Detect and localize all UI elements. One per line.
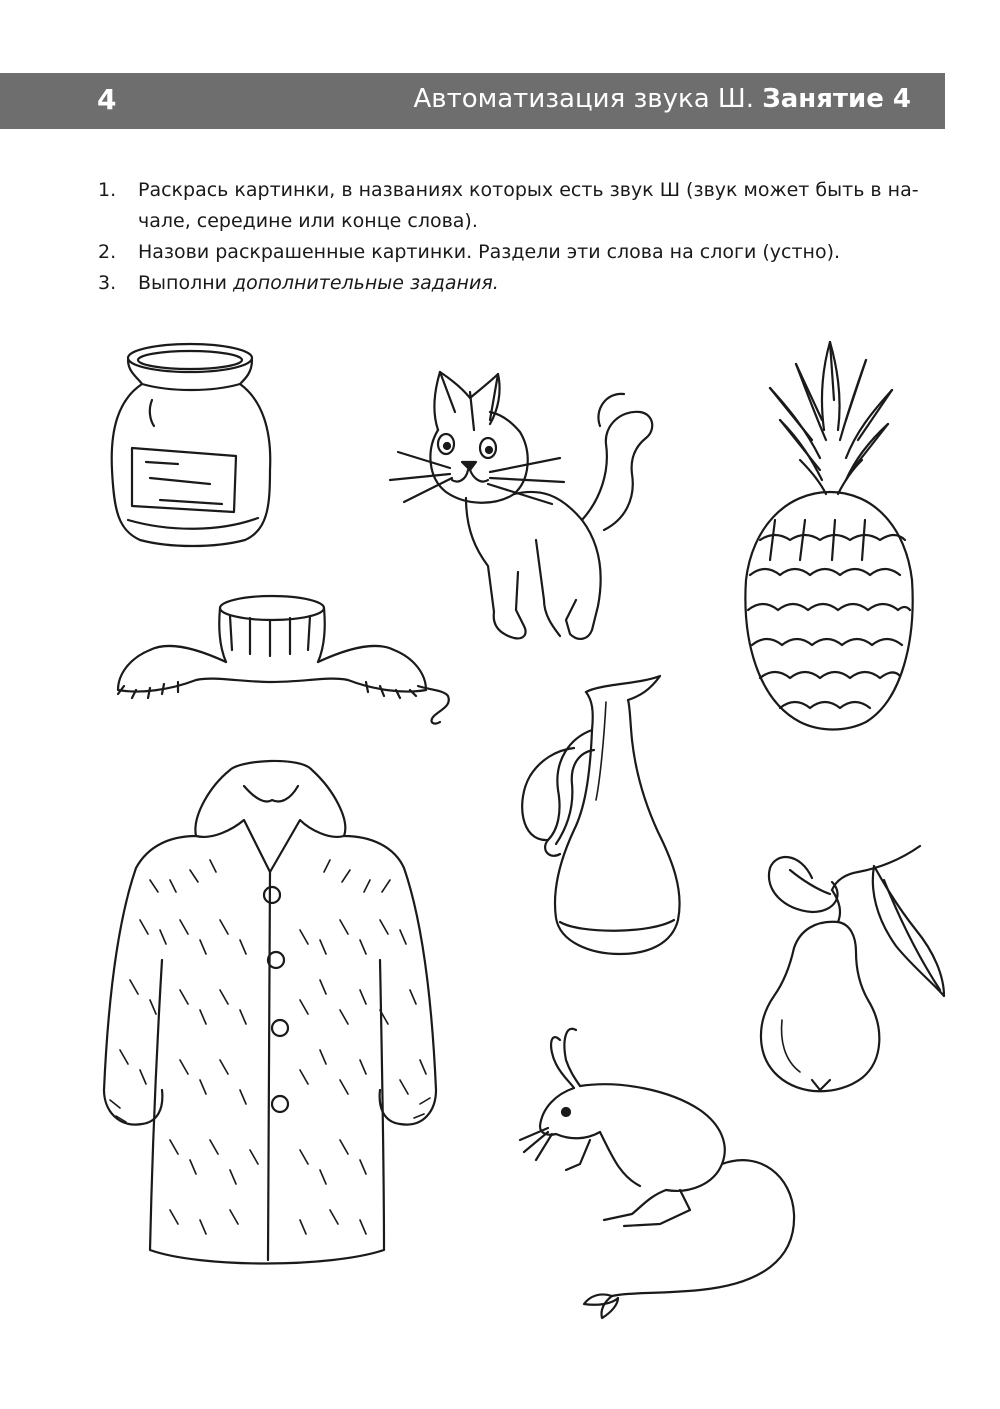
- fur-hat-picture: [118, 596, 449, 724]
- cat-picture: [390, 372, 652, 639]
- fur-coat-picture: [104, 761, 436, 1264]
- lesson-title-bold: Занятие 4: [762, 84, 911, 114]
- jar-picture: [112, 344, 271, 546]
- page-number: 4: [97, 83, 117, 116]
- task-number: 3.: [98, 272, 117, 294]
- task-text: Назови раскрашенные картинки. Раздели эти слова на слоги (устно).: [138, 241, 841, 263]
- task-text-italic: дополнительные задания.: [233, 272, 499, 294]
- pear-picture: [761, 846, 944, 1091]
- jug-picture: [522, 676, 679, 954]
- task-number: 2.: [98, 241, 117, 263]
- pineapple-picture: [745, 342, 912, 730]
- lesson-title-regular: Автоматизация звука Ш.: [413, 84, 754, 114]
- task-text: Раскрась картинки, в названиях которых есть звук Ш (звук может быть в на-чале, середине или конце слова).: [138, 179, 919, 232]
- task-text: Выполни: [138, 272, 234, 294]
- jerboa-picture: [520, 1029, 794, 1318]
- task-number: 1.: [98, 179, 117, 201]
